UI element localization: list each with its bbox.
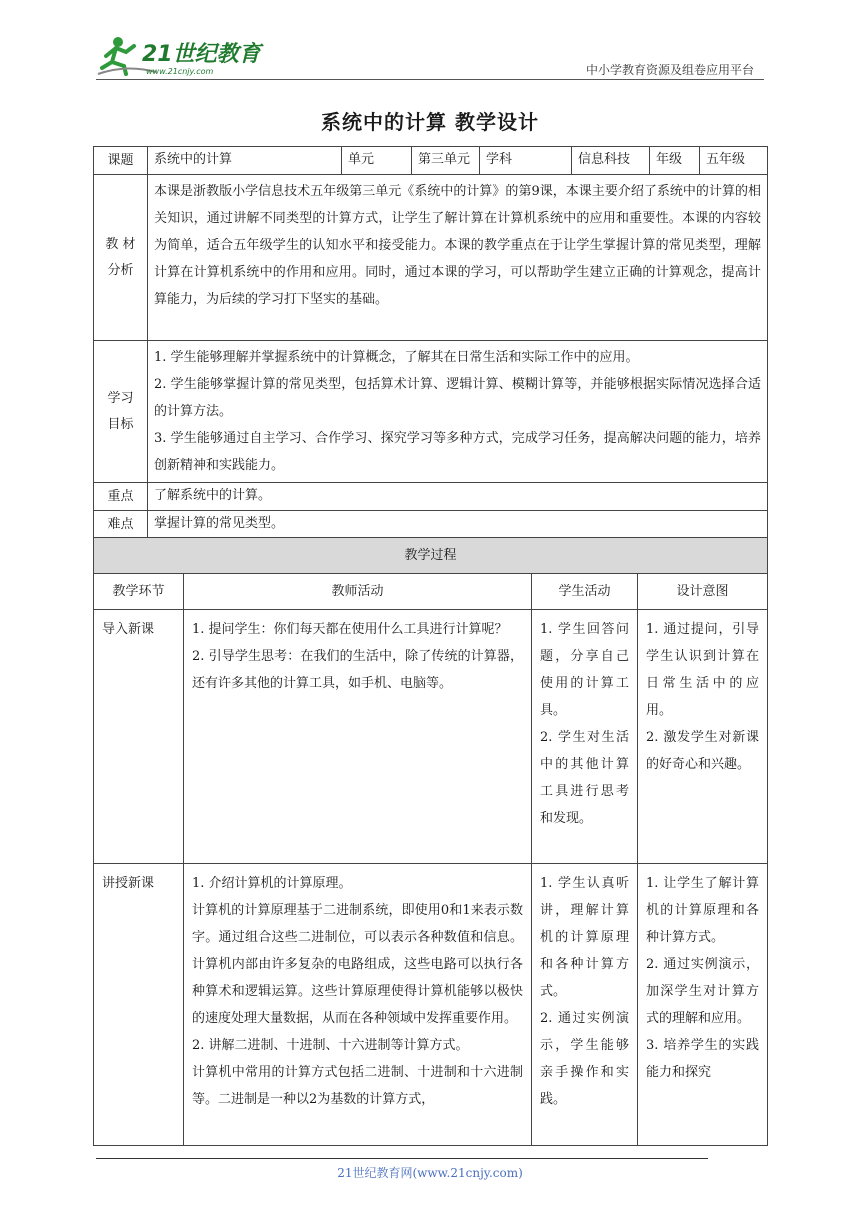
process-row (94, 610, 768, 864)
grade-label: 年级 (650, 147, 700, 175)
topic-label: 课题 (94, 147, 148, 175)
teacher-activity (184, 864, 532, 1146)
teacher-item: 2. 引导学生思考：在我们的生活中，除了传统的计算器，还有许多其他的计算工具，如手机、电脑等。 (192, 649, 523, 691)
design-intent (638, 864, 768, 1146)
subject-label: 学科 (480, 147, 572, 175)
teacher-item: 1. 提问学生：你们每天都在使用什么工具进行计算呢？ (192, 622, 508, 637)
goal-item: 2. 学生能够掌握计算的常见类型，包括算术计算、逻辑计算、模糊计算等，并能够根据实际情况选择合适的计算方法。 (154, 377, 761, 419)
logo-url: www.21cnjy.com (146, 67, 214, 76)
design-intent (638, 610, 768, 864)
student-item: 1. 学生认真听讲，理解计算机的计算原理和各种计算方式。 (540, 876, 629, 999)
header-intent: 设计意图 (638, 574, 768, 610)
analysis-row (94, 175, 768, 341)
logo-text: 21世纪教育 (142, 42, 261, 67)
subject-value: 信息科技 (572, 147, 650, 175)
goals-row (94, 341, 768, 483)
analysis-label: 教 材 分析 (94, 175, 148, 341)
brand-logo (96, 34, 266, 78)
teacher-activity (184, 610, 532, 864)
intent-item: 3. 培养学生的实践能力和探究 (646, 1038, 760, 1080)
unit-label: 单元 (342, 147, 412, 175)
difficulty-text: 掌握计算的常见类型。 (148, 511, 768, 539)
header-teacher: 教师活动 (184, 574, 532, 610)
goal-item: 1. 学生能够理解并掌握系统中的计算概念，了解其在日常生活和实际工作中的应用。 (154, 350, 639, 365)
intent-item: 1. 让学生了解计算机的计算原理和各种计算方式。 (646, 876, 760, 945)
goal-item: 3. 学生能够通过自主学习、合作学习、探究学习等多种方式，完成学习任务，提高解决问题的能力，培养创新精神和实践能力。 (154, 431, 761, 473)
stage-cell: 导入新课 (94, 610, 184, 864)
intent-item: 2. 通过实例演示，加深学生对计算方式的理解和应用。 (646, 957, 760, 1026)
student-item: 2. 学生对生活中的其他计算工具进行思考和发现。 (540, 730, 629, 826)
footer-link[interactable]: 21世纪教育网(www.21cnjy.com) (337, 1166, 523, 1180)
difficulty-row (94, 511, 768, 539)
lesson-info-table (93, 146, 768, 175)
platform-name: 中小学教育资源及组卷应用平台 (585, 63, 754, 77)
info-row (94, 147, 768, 175)
header-stage: 教学环节 (94, 574, 184, 610)
student-activity (532, 864, 638, 1146)
goals-label: 学习 目标 (94, 341, 148, 483)
teaching-process-table (93, 537, 768, 1146)
topic-value: 系统中的计算 (148, 147, 342, 175)
footer-divider (96, 1158, 708, 1159)
key-point-text: 了解系统中的计算。 (148, 483, 768, 511)
unit-value: 第三单元 (412, 147, 480, 175)
process-title-row (94, 538, 768, 574)
teacher-item: 计算机中常用的计算方式包括二进制、十进制和十六进制等。二进制是一种以2为基数的计算方式， (192, 1065, 523, 1107)
key-point-row (94, 483, 768, 511)
process-title: 教学过程 (94, 538, 768, 574)
process-header-row (94, 574, 768, 610)
key-point-label: 重点 (94, 483, 148, 511)
teacher-item: 2. 讲解二进制、十进制、十六进制等计算方式。 (192, 1038, 469, 1053)
teacher-item: 计算机的计算原理基于二进制系统，即使用0和1来表示数字。通过组合这些二进制位，可以表示各种数值和信息。计算机内部由许多复杂的电路组成，这些电路可以执行各种算术和逻辑运算。这些计算原理使得计算机能够以极快的速度处理大量数据，从而在各种领域中发挥重要作用。 (192, 903, 523, 1026)
lesson-detail-table (93, 174, 768, 539)
goals-list (148, 341, 768, 483)
header-divider (96, 79, 764, 80)
analysis-text: 本课是浙教版小学信息技术五年级第三单元《系统中的计算》的第9课，本课主要介绍了系统中的计算的相关知识，通过讲解不同类型的计算方式，让学生了解计算在计算机系统中的应用和重要性。本课的内容较为简单，适合五年级学生的认知水平和接受能力。本课的教学重点在于让学生掌握计算的常见类型，理解计算在计算机系统中的作用和应用。同时，通过本课的学习，可以帮助学生建立正确的计算观念，提高计算能力，为后续的学习打下坚实的基础。 (148, 175, 768, 341)
student-activity (532, 610, 638, 864)
header-student: 学生活动 (532, 574, 638, 610)
intent-item: 1. 通过提问，引导学生认识到计算在日常生活中的应用。 (646, 622, 760, 718)
grade-value: 五年级 (700, 147, 768, 175)
difficulty-label: 难点 (94, 511, 148, 539)
student-item: 1. 学生回答问题，分享自己使用的计算工具。 (540, 622, 629, 718)
stage-cell: 讲授新课 (94, 864, 184, 1146)
teacher-item: 1. 介绍计算机的计算原理。 (192, 876, 352, 891)
process-row (94, 864, 768, 1146)
page-title: 系统中的计算 教学设计 (321, 110, 539, 134)
intent-item: 2. 激发学生对新课的好奇心和兴趣。 (646, 730, 760, 772)
student-item: 2. 通过实例演示，学生能够亲手操作和实践。 (540, 1011, 629, 1107)
